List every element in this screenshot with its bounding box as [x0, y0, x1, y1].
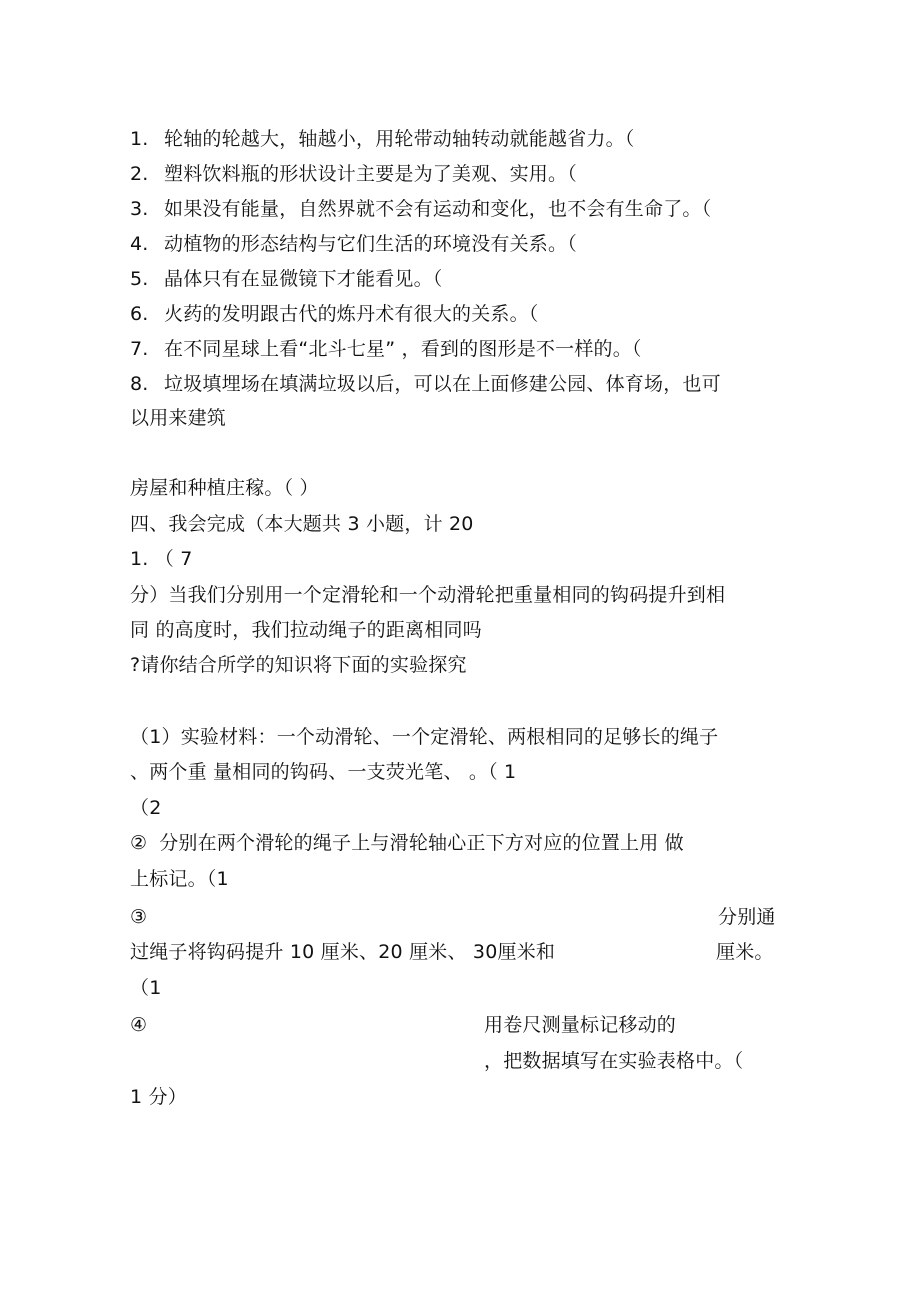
circled-number: ② — [130, 832, 148, 854]
item-number: 7. — [130, 338, 149, 360]
step-3-score: （1 — [130, 977, 162, 999]
item-text: 塑料饮料瓶的形状设计主要是为了美观、实用。（ — [164, 163, 577, 185]
item-text: 轮轴的轮越大，轴越小，用轮带动轴转动就能越省力。（ — [164, 128, 635, 150]
item-number: 8. — [130, 373, 149, 395]
item-text: 晶体只有在显微镜下才能看见。（ — [164, 268, 443, 290]
item-text: 动植物的形态结构与它们生活的环境没有关系。（ — [164, 233, 577, 255]
question-1-header: 1. （ 7 — [130, 548, 193, 570]
step-3-text: 过绳子将钩码提升 10 厘米、20 厘米、 30厘米和 — [130, 941, 556, 963]
judge-item-4 — [130, 232, 577, 256]
step-2-header: （2 — [130, 797, 162, 819]
item-number: 2. — [130, 163, 149, 185]
step-3-text-right: 厘米。 — [716, 941, 774, 963]
item-text: 垃圾填埋场在填满垃圾以后，可以在上面修建公园、体育场，也可 — [164, 373, 721, 395]
step-2-text — [130, 831, 684, 855]
step-4-text: ，把数据填写在实验表格中。（ — [484, 1050, 744, 1072]
item-text: 在不同星球上看“北斗七星” ，看到的图形是不一样的。（ — [164, 338, 642, 360]
judge-item-5 — [130, 267, 443, 291]
judge-item-2 — [130, 162, 577, 186]
item-text: 如果没有能量，自然界就不会有运动和变化，也不会有生命了。（ — [164, 198, 712, 220]
section-title: 四、我会完成（本大题共 3 小题，计 20 — [130, 513, 474, 535]
judge-item-8-continuation: 以用来建筑 — [130, 407, 227, 429]
item-number: 5. — [130, 268, 149, 290]
step-4-circle: ④ — [130, 1014, 148, 1036]
question-1-text: 分）当我们分别用一个定滑轮和一个动滑轮把重量相同的钩码提升到相 — [130, 584, 726, 606]
item-text: 火药的发明跟古代的炼丹术有很大的关系。（ — [164, 303, 539, 325]
judge-item-6 — [130, 302, 539, 326]
judge-item-7 — [130, 337, 642, 361]
step-4-score: 1 分） — [130, 1086, 187, 1108]
item-number: 4. — [130, 233, 149, 255]
item-number: 1. — [130, 128, 149, 150]
step-3-text-right: 分别通 — [718, 906, 776, 928]
step-3-circle: ③ — [130, 906, 148, 928]
step-2-text: 上标记。（1 — [130, 868, 229, 890]
judge-item-8 — [130, 372, 721, 396]
judge-item-8-continuation: 房屋和种植庄稼。（ ） — [130, 477, 319, 499]
judge-item-1 — [130, 127, 635, 151]
step-1-text: （1）实验材料：一个动滑轮、一个定滑轮、两根相同的足够长的绳子 — [130, 726, 719, 748]
item-number: 6. — [130, 303, 149, 325]
step-4-text: 用卷尺测量标记移动的 — [484, 1014, 677, 1036]
step-2-body: 分别在两个滑轮的绳子上与滑轮轴心正下方对应的位置上用 做 — [159, 832, 684, 854]
judge-item-3 — [130, 197, 711, 221]
item-number: 3. — [130, 198, 149, 220]
step-1-text: 、两个重 量相同的钩码、一支荧光笔、 。（ 1 — [130, 761, 517, 783]
question-1-text: 同 的高度时，我们拉动绳子的距离相同吗 — [130, 619, 482, 641]
question-1-text: ?请你结合所学的知识将下面的实验探究 — [130, 654, 467, 676]
